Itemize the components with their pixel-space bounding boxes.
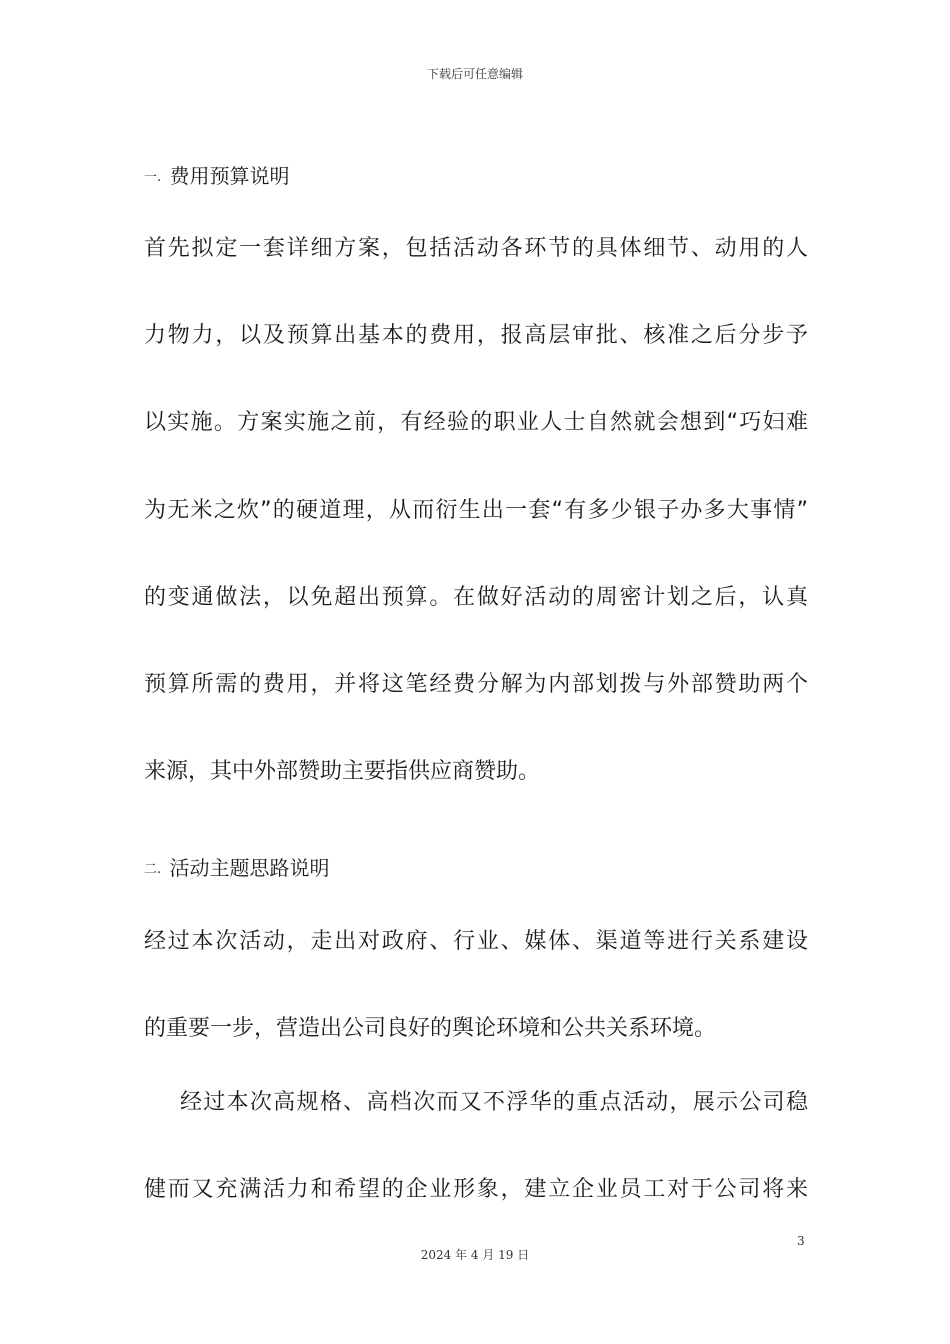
section-title: 费用预算说明 [169,164,290,188]
paragraph-line: 经过本次活动，走出对政府、行业、媒体、渠道等进行关系建设 [144,929,808,954]
paragraph-line: 的重要一步，营造出公司良好的舆论环境和公共关系环境。 [144,1016,717,1041]
page-header: 下载后可任意编辑 [426,67,523,81]
paragraph-line: 力物力，以及预算出基本的费用，报高层审批、核准之后分步予 [144,323,808,348]
paragraph-line: 经过本次高规格、高档次而又不浮华的重点活动，展示公司稳 [180,1090,808,1115]
section-heading-theme [144,853,330,883]
page-number: 3 [797,1234,805,1248]
paragraph-line: 为无米之炊”的硬道理，从而衍生出一套“有多少银子办多大事情” [144,498,808,523]
section-number: 一. [144,170,162,185]
section-title: 活动主题思路说明 [169,856,330,880]
section-heading-budget [144,161,290,191]
paragraph-line: 以实施。方案实施之前，有经验的职业人士自然就会想到“巧妇难 [144,410,808,435]
paragraph-line: 来源，其中外部赞助主要指供应商赞助。 [144,759,541,784]
paragraph-line: 健而又充满活力和希望的企业形象，建立企业员工对于公司将来 [144,1177,808,1202]
footer-date: 2024 年 4 月 19 日 [420,1248,530,1262]
paragraph-line: 预算所需的费用，并将这笔经费分解为内部划拨与外部赞助两个 [144,672,808,697]
paragraph-line: 首先拟定一套详细方案，包括活动各环节的具体细节、动用的人 [144,236,808,261]
section-number: 二. [144,862,162,877]
paragraph-line: 的变通做法，以免超出预算。在做好活动的周密计划之后，认真 [144,585,808,610]
